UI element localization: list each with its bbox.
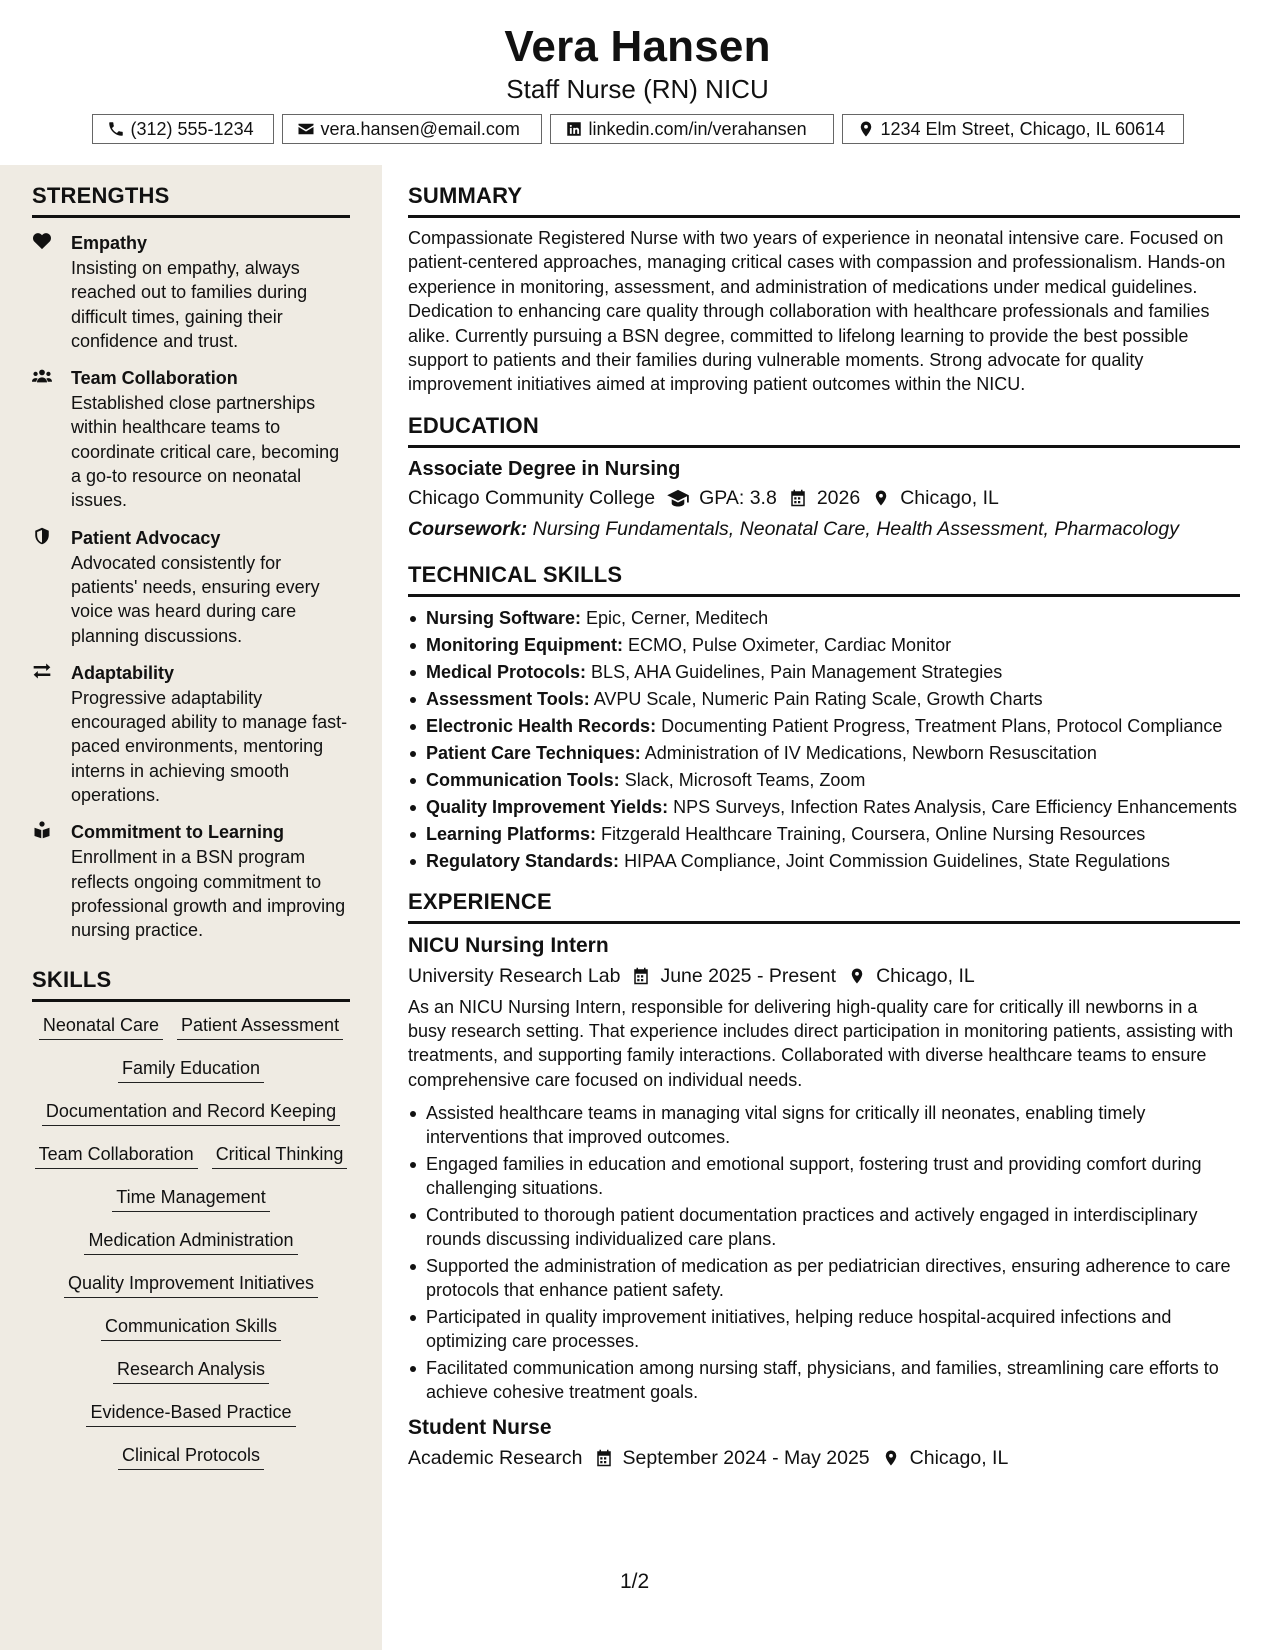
strength-item bbox=[32, 230, 350, 353]
strength-item bbox=[32, 660, 350, 807]
job-location: Chicago, IL bbox=[848, 962, 975, 990]
skill-tag: Communication Skills bbox=[101, 1315, 281, 1341]
skill-tag: Team Collaboration bbox=[35, 1143, 198, 1169]
skill-tag: Clinical Protocols bbox=[118, 1444, 264, 1470]
heart-icon bbox=[32, 232, 52, 250]
exchange-arrows-icon bbox=[32, 662, 52, 680]
contact-location-text: 1234 Elm Street, Chicago, IL 60614 bbox=[880, 118, 1166, 139]
strength-item bbox=[32, 819, 350, 942]
job-meta bbox=[408, 1444, 1240, 1472]
skill-tag: Critical Thinking bbox=[212, 1143, 348, 1169]
contact-email-text: vera.hansen@email.com bbox=[320, 118, 520, 139]
list-item: Medical Protocols: BLS, AHA Guidelines, Pain Management Strategies bbox=[408, 660, 1240, 684]
job-org: University Research Lab bbox=[408, 964, 621, 987]
list-item: Contributed to thorough patient documentation practices and actively engaged in interdisciplinary rounds discussing individualized care plans. bbox=[408, 1203, 1240, 1251]
job-entry bbox=[408, 932, 1240, 1404]
technical-skills-heading: TECHNICAL SKILLS bbox=[408, 562, 1240, 597]
skill-tag: Patient Assessment bbox=[177, 1014, 343, 1040]
book-reader-icon bbox=[32, 821, 52, 839]
resume-header bbox=[0, 0, 1275, 165]
education-meta bbox=[408, 484, 1240, 512]
school-name: Chicago Community College bbox=[408, 486, 656, 509]
coursework-text: Nursing Fundamentals, Neonatal Care, Health Assessment, Pharmacology bbox=[532, 517, 1179, 540]
list-item: Regulatory Standards: HIPAA Compliance, Joint Commission Guidelines, State Regulations bbox=[408, 849, 1240, 873]
candidate-name: Vera Hansen bbox=[504, 22, 771, 71]
list-item: Assessment Tools: AVPU Scale, Numeric Pain Rating Scale, Growth Charts bbox=[408, 687, 1240, 711]
experience-heading: EXPERIENCE bbox=[408, 889, 1240, 924]
job-org: Academic Research bbox=[408, 1447, 583, 1470]
job-description: As an NICU Nursing Intern, responsible for delivering high-quality care for critically ill newborns in a busy research setting. That experience includes direct participation in monitoring patients, assisting with treatments, and supporting family interactions. Collaborated with diverse healthcare teams to ensure comprehensive care focused on individual needs. bbox=[408, 996, 1234, 1090]
skill-tag: Neonatal Care bbox=[39, 1014, 163, 1040]
list-item: Nursing Software: Epic, Cerner, Meditech bbox=[408, 606, 1240, 630]
contact-email[interactable] bbox=[282, 114, 542, 144]
map-pin-icon bbox=[857, 120, 875, 138]
skill-tag: Medication Administration bbox=[84, 1229, 297, 1255]
job-meta bbox=[408, 962, 1240, 990]
contact-bar bbox=[0, 114, 1275, 144]
list-item: Supported the administration of medication as per pediatrician directives, ensuring adherence to care protocols that enhance patient safety. bbox=[408, 1254, 1240, 1302]
skill-tag: Research Analysis bbox=[113, 1358, 269, 1384]
map-pin-icon bbox=[882, 1449, 900, 1467]
graduation-year: 2026 bbox=[789, 484, 860, 512]
job-title: NICU Nursing Intern bbox=[408, 933, 609, 957]
contact-linkedin[interactable] bbox=[550, 114, 834, 144]
calendar-icon bbox=[789, 489, 807, 507]
linkedin-icon bbox=[565, 120, 583, 138]
users-icon bbox=[32, 367, 52, 385]
job-entry bbox=[408, 1414, 1240, 1472]
phone-icon bbox=[107, 120, 125, 138]
strength-desc: Progressive adaptability encouraged ability to manage fast-paced environments, mentoring interns in achieving smooth operations. bbox=[71, 687, 348, 806]
strength-desc: Insisting on empathy, always reached out to families during difficult times, gaining their confidence and trust. bbox=[71, 258, 308, 351]
list-item: Monitoring Equipment: ECMO, Pulse Oximeter, Cardiac Monitor bbox=[408, 633, 1240, 657]
coursework bbox=[408, 514, 1240, 544]
strengths-heading: STRENGTHS bbox=[32, 183, 350, 218]
skills-heading: SKILLS bbox=[32, 967, 350, 1002]
summary-heading: SUMMARY bbox=[408, 183, 1240, 218]
list-item: Engaged families in education and emotional support, fostering trust and providing comfort during challenging situations. bbox=[408, 1152, 1240, 1200]
envelope-icon bbox=[297, 120, 315, 138]
job-bullets bbox=[408, 1101, 1240, 1404]
strength-item bbox=[32, 525, 350, 648]
contact-phone[interactable] bbox=[92, 114, 274, 144]
strength-desc: Established close partnerships within healthcare teams to coordinate critical care, becoming a go-to resource on neonatal issues. bbox=[71, 393, 340, 511]
calendar-icon bbox=[632, 967, 650, 985]
list-item: Quality Improvement Yields: NPS Surveys, Infection Rates Analysis, Care Efficiency Enhancements bbox=[408, 795, 1240, 819]
skill-tag: Family Education bbox=[118, 1057, 264, 1083]
strength-title: Adaptability bbox=[71, 662, 175, 683]
graduation-cap-icon bbox=[667, 489, 689, 507]
list-item: Communication Tools: Slack, Microsoft Teams, Zoom bbox=[408, 768, 1240, 792]
strength-title: Team Collaboration bbox=[71, 368, 238, 389]
shield-icon bbox=[32, 527, 52, 545]
calendar-icon bbox=[595, 1449, 613, 1467]
contact-linkedin-text: linkedin.com/in/verahansen bbox=[588, 118, 807, 139]
degree-title: Associate Degree in Nursing bbox=[408, 457, 681, 480]
technical-skills-list bbox=[408, 606, 1240, 873]
strength-desc: Enrollment in a BSN program reflects ongoing commitment to professional growth and improving nursing practice. bbox=[71, 847, 346, 941]
list-item: Assisted healthcare teams in managing vital signs for critically ill neonates, enabling timely interventions that improved outcomes. bbox=[408, 1101, 1240, 1149]
skill-tag: Documentation and Record Keeping bbox=[42, 1100, 340, 1126]
job-dates: June 2025 - Present bbox=[632, 962, 836, 990]
list-item: Electronic Health Records: Documenting Patient Progress, Treatment Plans, Protocol Compliance bbox=[408, 714, 1240, 738]
list-item: Learning Platforms: Fitzgerald Healthcare Training, Coursera, Online Nursing Resources bbox=[408, 822, 1240, 846]
strength-title: Empathy bbox=[71, 233, 148, 253]
list-item: Facilitated communication among nursing staff, physicians, and families, streamlining care efforts to achieve cohesive treatment goals. bbox=[408, 1356, 1240, 1404]
map-pin-icon bbox=[848, 967, 866, 985]
skill-tag: Evidence-Based Practice bbox=[86, 1401, 295, 1427]
education-heading: EDUCATION bbox=[408, 413, 1240, 448]
strength-item bbox=[32, 365, 350, 512]
job-dates: September 2024 - May 2025 bbox=[595, 1444, 870, 1472]
education-location: Chicago, IL bbox=[872, 484, 999, 512]
strength-title: Commitment to Learning bbox=[71, 822, 285, 843]
page-number: 1/2 bbox=[620, 1570, 650, 1593]
strength-desc: Advocated consistently for patients' needs, ensuring every voice was heard during care planning discussions. bbox=[71, 552, 320, 646]
summary-text: Compassionate Registered Nurse with two years of experience in neonatal intensive care. Focused on patient-centered approaches, managing critical cases with compassion and professionalism. Hands-on experience in monitoring, assessment, and administration of medications under medical guidelines. Dedication to enhancing care quality through collaboration with healthcare professionals and families alike. Currently pursuing a BSN degree, committed to lifelong learning to provide the best possible support to patients and their families during vulnerable moments. Strong advocate for quality improvement initiatives aimed at improving patient outcomes within the NICU. bbox=[408, 228, 1226, 395]
map-pin-icon bbox=[872, 489, 890, 507]
sidebar bbox=[0, 165, 382, 1650]
skills-list bbox=[32, 1014, 350, 1470]
list-item: Patient Care Techniques: Administration of IV Medications, Newborn Resuscitation bbox=[408, 741, 1240, 765]
strengths-list bbox=[32, 230, 350, 943]
skill-tag: Quality Improvement Initiatives bbox=[64, 1272, 318, 1298]
job-title: Student Nurse bbox=[408, 1416, 552, 1440]
candidate-title: Staff Nurse (RN) NICU bbox=[506, 74, 769, 104]
strength-title: Patient Advocacy bbox=[71, 527, 221, 548]
job-location: Chicago, IL bbox=[882, 1444, 1009, 1472]
contact-phone-text: (312) 555-1234 bbox=[130, 118, 254, 139]
contact-location[interactable] bbox=[842, 114, 1184, 144]
list-item: Participated in quality improvement initiatives, helping reduce hospital-acquired infections and optimizing care processes. bbox=[408, 1305, 1240, 1353]
main-content bbox=[408, 165, 1240, 1472]
coursework-label: Coursework: bbox=[408, 517, 528, 540]
gpa: GPA: 3.8 bbox=[667, 484, 777, 512]
skill-tag: Time Management bbox=[112, 1186, 269, 1212]
